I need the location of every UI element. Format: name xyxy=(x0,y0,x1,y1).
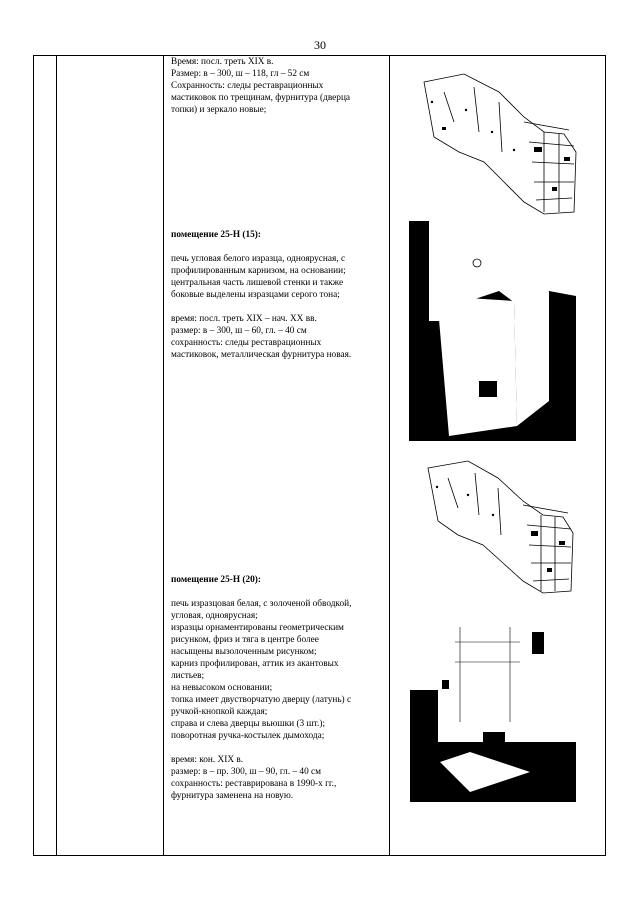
entry-3-detail-line: время: кон. XIX в. xyxy=(171,755,244,765)
entry-3-description-line: насыщены вызолоченным рисунком; xyxy=(171,647,317,657)
entry-3-description-line: карниз профилирован, аттик из акантовых xyxy=(171,659,339,669)
entry-3-description-line: рисунком, фриз и тяга в центре более xyxy=(171,635,319,645)
entry-2-description-line: профилированным карнизом, на основании; xyxy=(171,266,346,276)
entry-1-line: топки) и зеркало новые; xyxy=(171,105,267,115)
entry-2-description-line: центральная часть лишевой стенки и также xyxy=(171,278,344,288)
entry-3-description-line: поворотная ручка-костылек дымохода; xyxy=(171,731,325,741)
entry-3-detail-line: сохранность: реставрирована в 1990-х гг., xyxy=(171,779,337,789)
entry-2-text xyxy=(171,229,386,361)
floor-plan-image xyxy=(404,62,594,218)
entry-2-detail-line: мастиковок, металлическая фурнитура новая. xyxy=(171,350,352,360)
table-divider xyxy=(56,56,57,855)
entry-1-line: Размер: в – 300, ш – 118, гл – 52 см xyxy=(171,69,310,79)
floor-plan-image xyxy=(413,453,580,596)
room-heading: помещение 25-Н (20): xyxy=(171,575,261,585)
entry-1-line: мастиковок по трещинам, фурнитура (дверца xyxy=(171,93,351,103)
stove-photo xyxy=(410,602,576,802)
page-number: 30 xyxy=(314,38,326,52)
entry-3-description-line: листьев; xyxy=(171,671,205,681)
entry-3-description-line: на невысоком основании; xyxy=(171,683,273,693)
entry-2-detail-line: размер: в – 300, ш – 60, гл. – 40 см xyxy=(171,326,307,336)
entry-1-line: Сохранность: следы реставрационных xyxy=(171,81,324,91)
entry-3-description-line: угловая, одноярусная; xyxy=(171,611,258,621)
entry-1-line: Время: посл. треть XIX в. xyxy=(171,57,274,67)
entry-3-description-line: ручкой-кнопкой каждая; xyxy=(171,707,268,717)
table-divider xyxy=(389,56,390,855)
entry-3-description-line: печь изразцовая белая, с золоченой обводкой, xyxy=(171,599,352,609)
entry-3-detail-line: фурнитура заменена на новую. xyxy=(171,791,294,801)
entry-2-detail-line: время: посл. треть XIX – нач. XX вв. xyxy=(171,314,317,324)
entry-2-description-line: боковые выделены изразцами серого тона; xyxy=(171,290,340,300)
entry-3-description-line: справа и слева дверцы вьюшки (3 шт.); xyxy=(171,719,326,729)
table-divider xyxy=(163,56,164,855)
entry-3-description-line: изразцы орнаментированы геометрическим xyxy=(171,623,344,633)
stove-photo xyxy=(409,221,576,441)
entry-2-description-line: печь угловая белого изразца, одноярусная, с xyxy=(171,254,346,264)
entry-3-detail-line: размер: в – пр. 300, ш – 90, гл. – 40 см xyxy=(171,767,322,777)
entry-2-detail-line: сохранность: следы реставрационных xyxy=(171,338,322,348)
entry-1-text xyxy=(171,56,386,116)
entry-3-text xyxy=(171,574,386,802)
entry-3-description-line: топка имеет двустворчатую дверцу (латунь) с xyxy=(171,695,352,705)
room-heading: помещение 25-Н (15): xyxy=(171,230,261,240)
